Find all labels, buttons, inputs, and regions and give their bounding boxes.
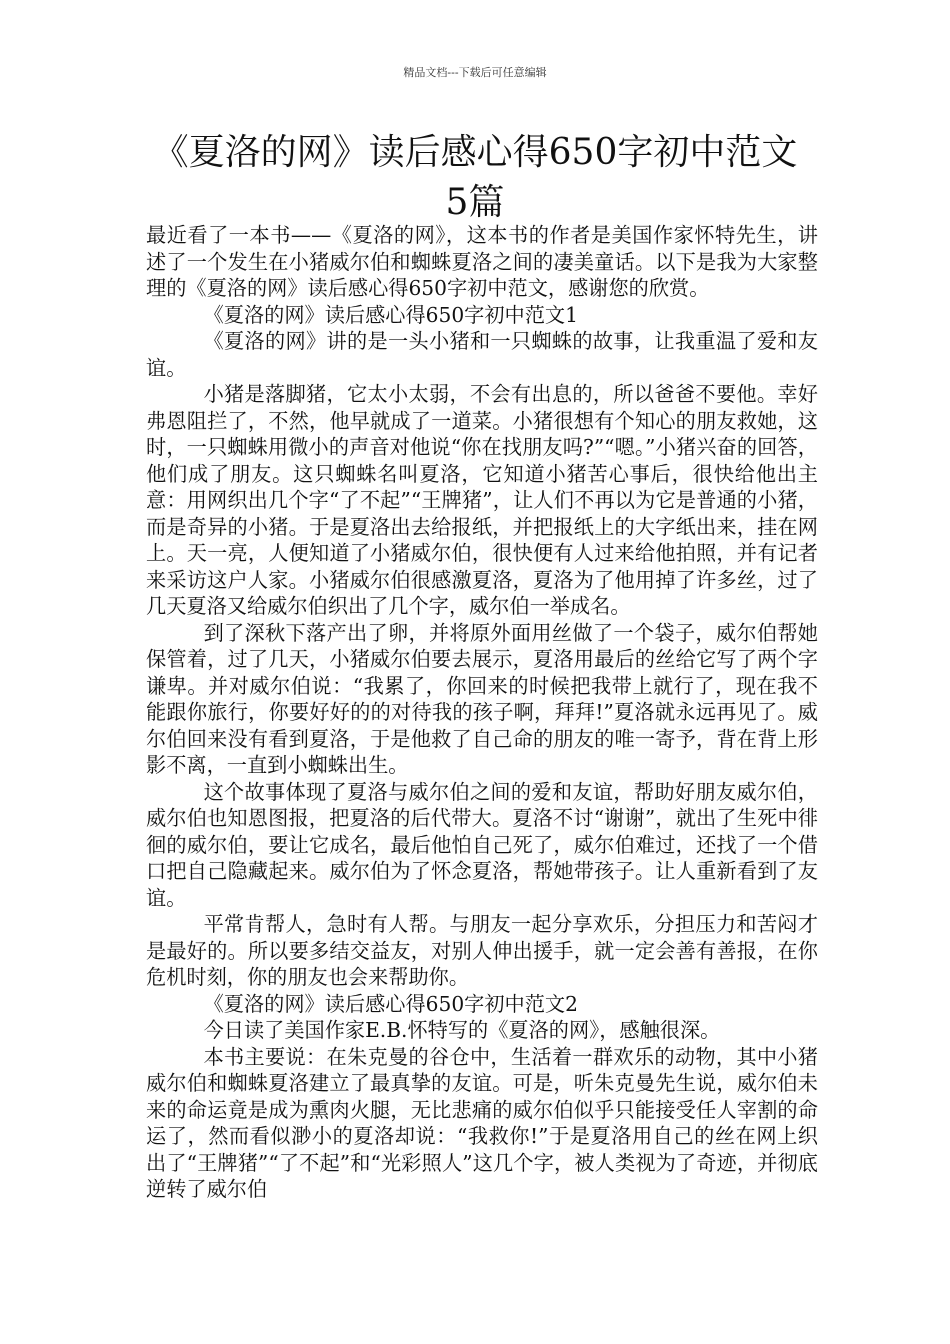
paragraph: 到了深秋下落产出了卵，并将原外面用丝做了一个袋子，威尔伯帮她保管着，过了几天，小猪威尔伯要去展示，夏洛用最后的丝给它写了两个字谦卑。并对威尔伯说：“我累了，你回来的时候把我带上就行了，现在我不能跟你旅行，你要好好的的对待我的孩子啊，拜拜!”夏洛就永远再见了。威尔伯回来没有看到夏洛，于是他救了自己命的朋友的唯一寄予，背在背上形影不离，一直到小蜘蛛出生。 [146, 620, 818, 777]
document-body [146, 222, 818, 1203]
paragraph: 平常肯帮人，急时有人帮。与朋友一起分享欢乐，分担压力和苦闷才是最好的。所以要多结交益友，对别人伸出援手，就一定会善有善报，在你危机时刻，你的朋友也会来帮助你。 [146, 912, 818, 989]
section-heading-2: 《夏洛的网》读后感心得650字初中范文2 [203, 991, 578, 1016]
paragraph: 今日读了美国作家E.B.怀特写的《夏洛的网》，感触很深。 [203, 1018, 721, 1042]
paragraph: 《夏洛的网》讲的是一头小猪和一只蜘蛛的故事，让我重温了爱和友谊。 [146, 329, 818, 380]
paragraph: 这个故事体现了夏洛与威尔伯之间的爱和友谊，帮助好朋友威尔伯，威尔伯也知恩图报，把夏洛的后代带大。夏洛不讨“谢谢”，就出了生死中徘徊的威尔伯，要让它成名，最后他怕自己死了，威尔伯难过，还找了一个借口把自己隐藏起来。威尔伯为了怀念夏洛，帮她带孩子。让人重新看到了友谊。 [146, 779, 818, 910]
paragraph: 本书主要说：在朱克曼的谷仓中，生活着一群欢乐的动物，其中小猪威尔伯和蜘蛛夏洛建立了最真挚的友谊。可是，听朱克曼先生说，威尔伯未来的命运竟是成为熏肉火腿，无比悲痛的威尔伯似乎只能接受任人宰割的命运了，然而看似渺小的夏洛却说：“我救你!”于是夏洛用自己的丝在网上织出了“王牌猪”“了不起”和“光彩照人”这几个字，被人类视为了奇迹，并彻底逆转了威尔伯 [146, 1044, 818, 1201]
section-heading-1: 《夏洛的网》读后感心得650字初中范文1 [203, 302, 578, 327]
header-note: 精品文档---下载后可任意编辑 [403, 66, 547, 79]
paragraph: 小猪是落脚猪，它太小太弱，不会有出息的，所以爸爸不要他。幸好弗恩阻拦了，不然，他早就成了一道菜。小猪很想有个知心的朋友救她，这时，一只蜘蛛用微小的声音对他说“你在找朋友吗?”“嗯。”小猪兴奋的回答，他们成了朋友。这只蜘蛛名叫夏洛，它知道小猪苦心事后，很快给他出主意：用网织出几个字“了不起”“王牌猪”，让人们不再以为它是普通的小猪，而是奇异的小猪。于是夏洛出去给报纸，并把报纸上的大字纸出来，挂在网上。天一亮，人便知道了小猪威尔伯，很快便有人过来给他拍照，并有记者来采访这户人家。小猪威尔伯很感激夏洛，夏洛为了他用掉了许多丝，过了几天夏洛又给威尔伯织出了几个字，威尔伯一举成名。 [146, 382, 818, 618]
document-title: 《夏洛的网》读后感心得650字初中范文5篇 [152, 132, 798, 223]
paragraph-intro: 最近看了一本书——《夏洛的网》，这本书的作者是美国作家怀特先生，讲述了一个发生在小猪威尔伯和蜘蛛夏洛之间的凄美童话。以下是我为大家整理的《夏洛的网》读后感心得650字初中范文，感谢您的欣赏。 [146, 223, 818, 300]
